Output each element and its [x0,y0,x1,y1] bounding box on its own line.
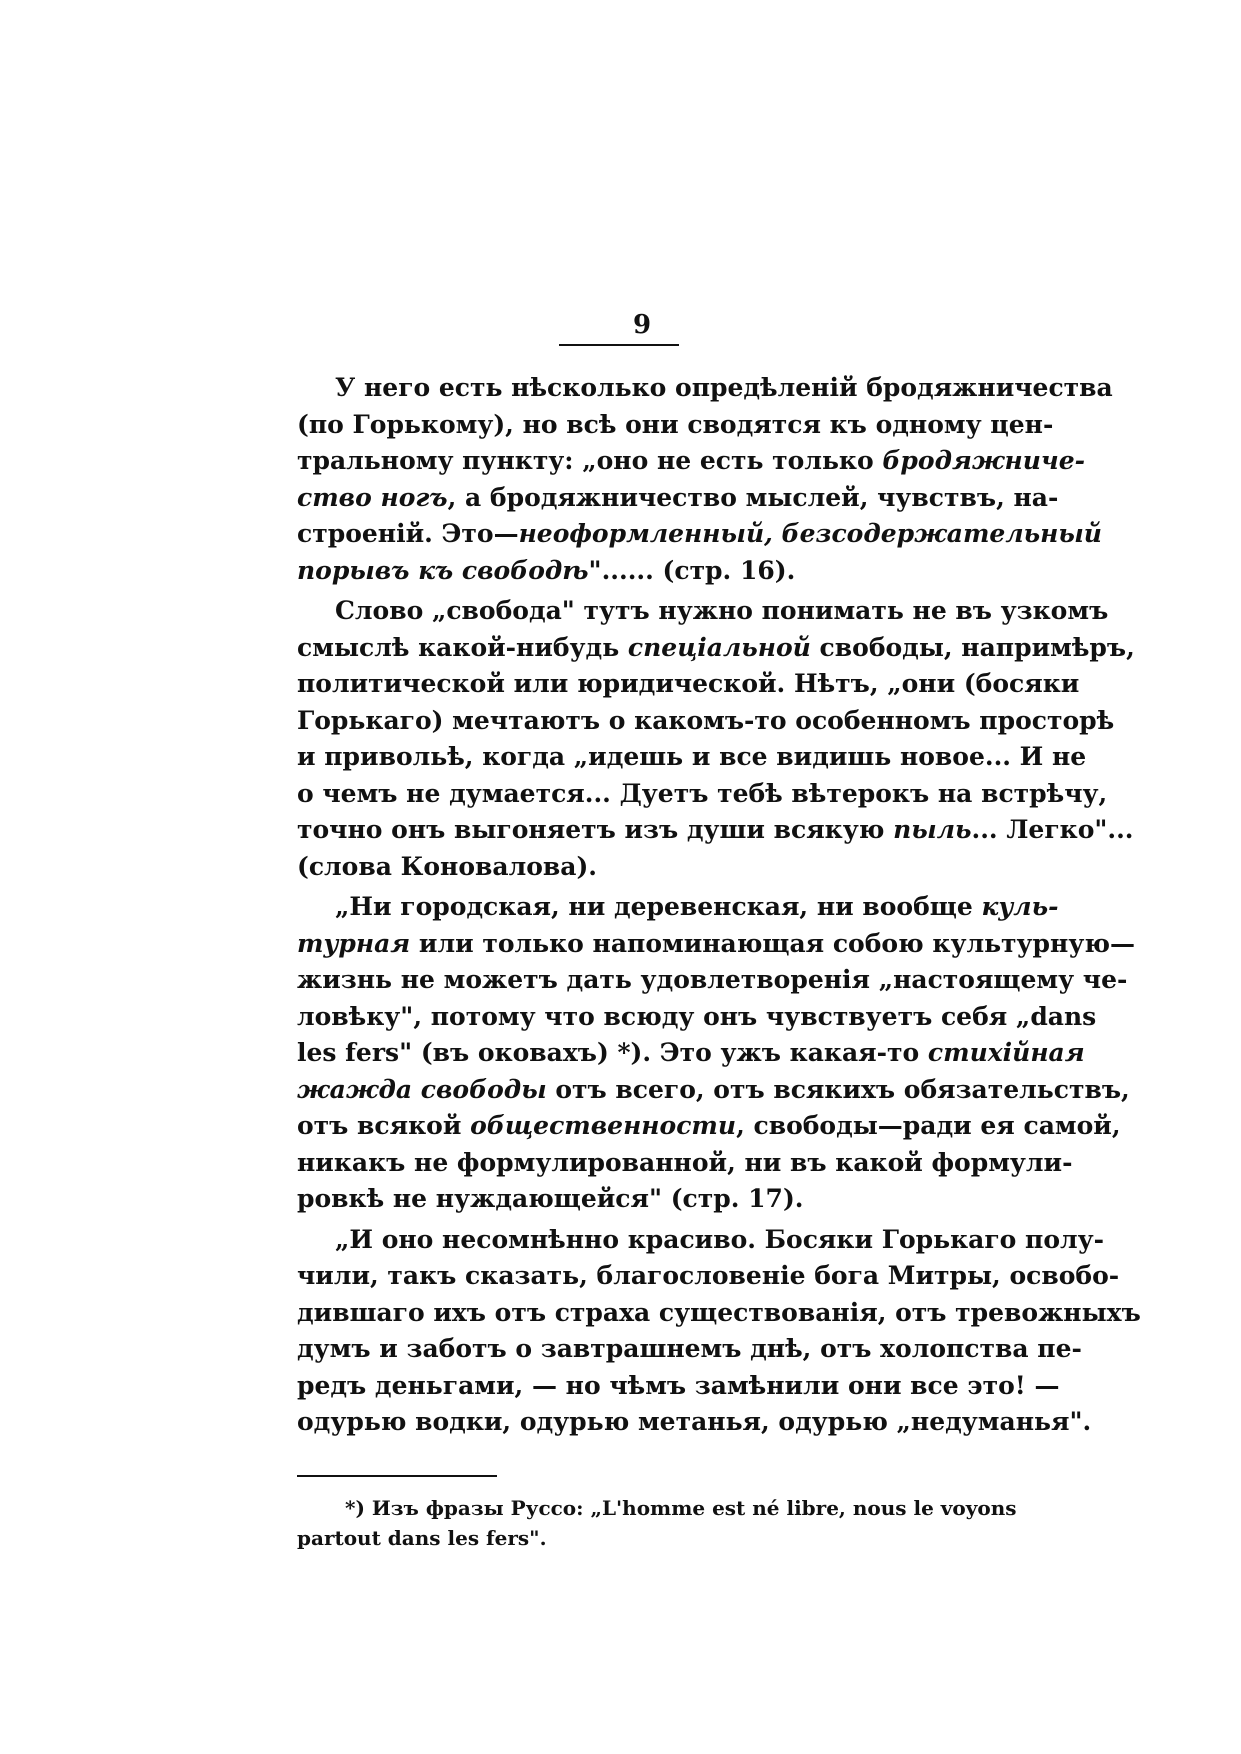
text-line: чили, такъ сказать, благословеніе бога Митры, освобо- [297,1261,1120,1290]
text-line: одурью водки, одурью метанья, одурью „недуманья". [297,1407,1092,1436]
text-line: „И оно несомнѣнно красиво. Босяки Горькаго полу- [335,1224,1105,1254]
italic-span: куль- [981,892,1059,921]
italic-span: неоформленный, [518,519,773,548]
footnote-line: *) Изъ фразы Руссо: „L'homme est né libre, nous le voyons [345,1495,1017,1520]
footnote-rule [297,1475,497,1477]
text-line: редъ деньгами, — но чѣмъ замѣнили они все это! — [297,1370,1060,1400]
text-span: , а бродяжничество мыслей, чувствъ, на- [447,482,1059,512]
text-span: Слово „свобода" тутъ нужно понимать не въ узкомъ [335,596,1109,625]
text-line: Горькаго) мечтаютъ о какомъ-то особенномъ просторѣ [297,705,1115,735]
text-line [297,593,1109,630]
text-span: отъ всего, отъ всякихъ обязательствъ, [546,1074,1130,1104]
text-span: „Ни городская, ни деревенская, ни вообще [335,892,982,921]
header-rule [559,344,679,346]
text-span: свободы, напримѣръ, [810,632,1135,662]
text-line [297,1035,1085,1072]
paragraph-3 [297,889,1135,1218]
book-page [297,310,1141,1553]
text-span: ... Легко"... [971,815,1134,844]
text-span: точно онъ выгоняетъ изъ души всякую [297,815,894,844]
italic-span: порывъ къ свободѣ [297,555,589,585]
text-span: смыслѣ какой-нибудь [297,632,628,662]
italic-span: турная [297,928,411,958]
text-span: "... [588,555,628,585]
text-line [297,812,1134,849]
italic-span: общественности [470,1111,737,1140]
text-line [297,889,1059,926]
text-line [297,516,1102,553]
text-span: У него есть нѣсколько опредѣленій бродяжничества [335,373,1113,402]
text-line [297,553,977,590]
text-line [297,926,1135,963]
text-line [297,480,1059,517]
page-number: 9 [632,310,652,340]
text-span: отъ всякой [297,1111,471,1140]
text-line [297,407,1054,444]
text-line [297,630,1135,667]
text-line: и привольѣ, когда „идешь и все видишь новое... И не [297,742,1087,771]
footnote [297,1493,1017,1553]
italic-span: безсодержательный [781,519,1102,548]
italic-span: ство ногъ [297,482,448,512]
text-span: les fers" (въ оковахъ) *). Это ужъ какая-то [297,1038,928,1067]
text-line [297,370,1113,407]
italic-span: спеціальной [627,632,811,662]
text-line: политической или юридической. Нѣтъ, „они (босяки [297,669,1080,698]
text-span: или только напоминающая собою культурную— [410,928,1135,958]
text-line: дившаго ихъ отъ страха существованія, отъ тревожныхъ [297,1297,1141,1327]
paragraph-2 [297,593,1135,885]
text-line: думъ и заботъ о завтрашнемъ днѣ, отъ холопства пе- [297,1334,1082,1363]
text-span: (стр. 16). [662,555,796,585]
text-line [297,443,1086,480]
text-line: ловѣку", потому что всюду онъ чувствуетъ себя „dans [297,1001,1097,1031]
italic-span: пыль [893,815,972,844]
text-line: (слова Коновалова). [297,851,597,881]
paragraph-1 [297,370,1113,589]
text-line [297,1108,1121,1145]
footnote-line: partout dans les fers". [297,1525,547,1550]
text-span: тральному пункту: „оно не есть только [297,446,883,475]
text-span: строеній. Это— [297,519,519,548]
text-span: , свободы—ради ея самой, [736,1111,1121,1140]
text-line [297,1072,1130,1109]
paragraph-4 [297,1222,1141,1441]
text-line: о чемъ не думается... Дуетъ тебѣ вѣтерокъ на встрѣчу, [297,778,1108,808]
text-line: жизнь не можетъ дать удовлетворенія „настоящему че- [297,965,1128,994]
italic-span: бродяжниче- [882,446,1086,475]
text-line: никакъ не формулированной, ни въ какой формули- [297,1147,1073,1177]
italic-span: жажда свободы [297,1074,547,1104]
text-span: ... [627,555,663,585]
text-span: (по Горькому), но всѣ они сводятся къ одному цен- [297,409,1054,439]
text-line: ровкѣ не нуждающейся" (стр. 17). [297,1184,804,1213]
italic-span: стихійная [927,1038,1085,1067]
